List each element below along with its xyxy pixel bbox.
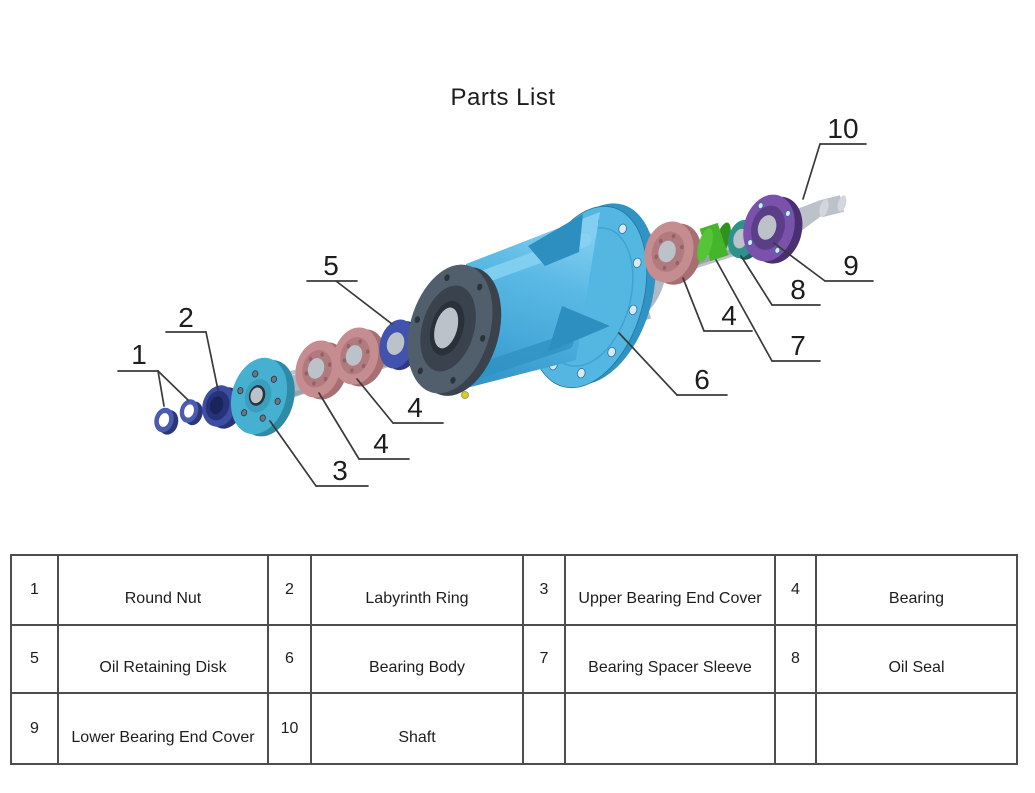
parts-table [10, 554, 1018, 765]
part-name-cell: Round Nut [58, 555, 268, 625]
callout-number: 3 [332, 455, 348, 486]
part-number-cell: 10 [268, 693, 311, 764]
callout-3 [270, 421, 368, 486]
callout-leader-line [803, 144, 820, 199]
part-name-cell: Oil Seal [816, 625, 1017, 693]
table-row [11, 555, 1017, 625]
callout-number: 5 [323, 250, 339, 281]
part-number-cell [775, 693, 816, 764]
page-title: Parts List [450, 84, 556, 111]
part-name-cell: Lower Bearing End Cover [58, 693, 268, 764]
parts-table-body [11, 555, 1017, 764]
callout-number: 4 [721, 300, 737, 331]
callout-4 [683, 278, 752, 331]
callout-number: 1 [131, 339, 147, 370]
callout-number: 4 [373, 428, 389, 459]
callout-number: 4 [407, 392, 423, 423]
part-name-cell [565, 693, 775, 764]
callout-number: 2 [178, 302, 194, 333]
part-name-cell: Upper Bearing End Cover [565, 555, 775, 625]
callout-leader-line [619, 333, 677, 395]
part-number-cell: 2 [268, 555, 311, 625]
part-number-cell: 7 [523, 625, 565, 693]
part-number-cell: 4 [775, 555, 816, 625]
callout-4 [319, 393, 409, 459]
callout-number: 7 [790, 330, 806, 361]
part-name-cell: Bearing [816, 555, 1017, 625]
callout-10 [803, 113, 866, 199]
round-nut-2 [177, 397, 206, 427]
part-number-cell [523, 693, 565, 764]
table-row [11, 693, 1017, 764]
callout-leader-line [319, 393, 359, 459]
part-number-cell: 9 [11, 693, 58, 764]
callout-leader-line [336, 281, 392, 324]
part-number-cell: 3 [523, 555, 565, 625]
part-name-cell: Oil Retaining Disk [58, 625, 268, 693]
bearing-body [393, 189, 676, 406]
upper-bearing-end-cover [222, 351, 303, 443]
part-name-cell: Bearing Spacer Sleeve [565, 625, 775, 693]
callout-number: 6 [694, 364, 710, 395]
callout-number: 10 [827, 113, 859, 144]
part-number-cell: 1 [11, 555, 58, 625]
callout-number: 9 [843, 250, 859, 281]
callout-leader-line [206, 332, 218, 390]
callout-leader-line [741, 256, 772, 305]
callout-5 [307, 250, 392, 324]
callout-number: 8 [790, 274, 806, 305]
part-name-cell [816, 693, 1017, 764]
round-nut-1 [151, 405, 181, 437]
part-name-cell: Labyrinth Ring [311, 555, 523, 625]
callout-leader-line [270, 421, 316, 486]
part-number-cell: 8 [775, 625, 816, 693]
grease-fitting-icon [462, 392, 469, 399]
part-name-cell: Shaft [311, 693, 523, 764]
callout-8 [741, 256, 820, 305]
part-number-cell: 5 [11, 625, 58, 693]
callout-leader-line [683, 278, 704, 331]
part-number-cell: 6 [268, 625, 311, 693]
callout-leader-line [357, 379, 393, 423]
callout-1 [118, 339, 188, 406]
callout-2 [166, 302, 218, 390]
part-name-cell: Bearing Body [311, 625, 523, 693]
table-row [11, 625, 1017, 693]
